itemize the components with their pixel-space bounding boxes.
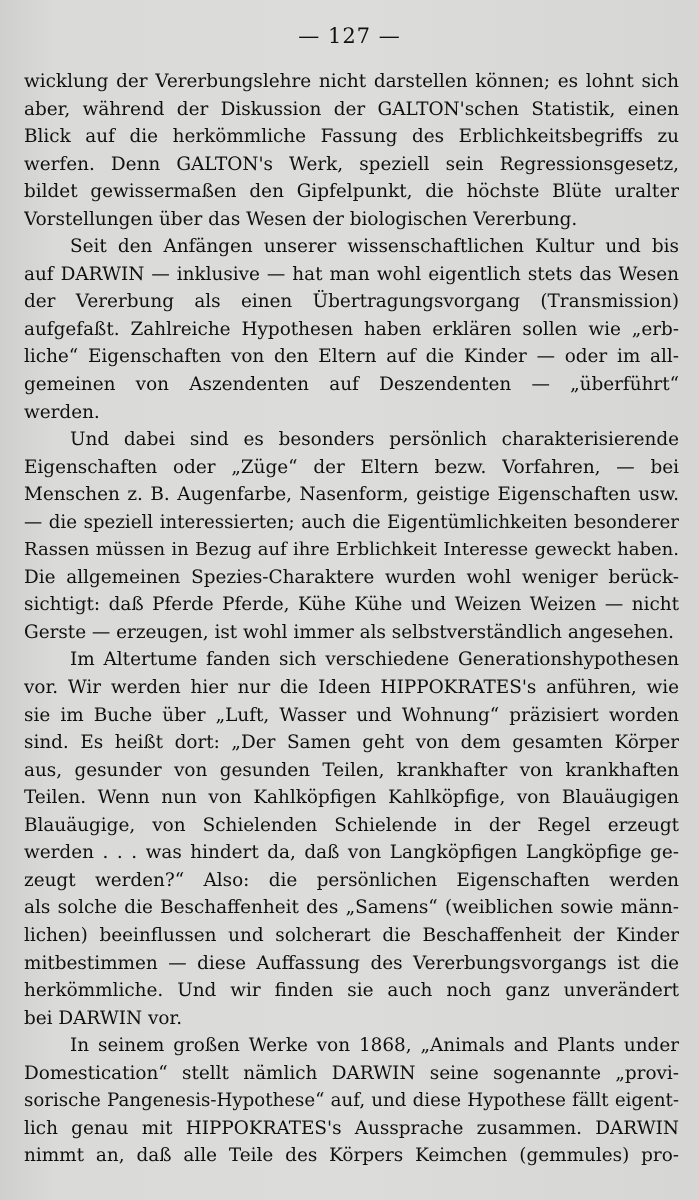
text-line: vor. Wir werden hier nur die Ideen HIPPOKRATES's anführen, wie: [24, 677, 679, 699]
text-line: Seit den Anfängen unserer wissenschaftlichen Kultur und bis: [70, 236, 679, 258]
text-line: sie im Buche über „Luft, Wasser und Wohnung“ präzisiert worden: [24, 704, 679, 726]
text-line: Und dabei sind es besonders persönlich charakterisierende: [70, 429, 679, 451]
text-line: sind. Es heißt dort: „Der Samen geht von dem gesamten Körper: [24, 732, 679, 754]
text-line: mitbestimmen — diese Auffassung des Vererbungsvorgangs ist die: [24, 952, 679, 974]
text-line: zeugt werden?“ Also: die persönlichen Eigenschaften werden: [24, 869, 679, 891]
text-line: werden . . . was hindert da, daß von Langköpfigen Langköpfige ge-: [24, 842, 679, 864]
text-line: Im Altertume fanden sich verschiedene Generationshypothesen: [70, 649, 679, 671]
text-line: Menschen z. B. Augenfarbe, Nasenform, geistige Eigenschaften usw.: [24, 484, 679, 506]
page-number: — 127 —: [298, 24, 401, 48]
text-line: Vorstellungen über das Wesen der biologischen Vererbung.: [24, 208, 578, 230]
text-line: Blick auf die herkömmliche Fassung des Erblichkeitsbegriffs zu: [24, 126, 679, 148]
text-line: aufgefaßt. Zahlreiche Hypothesen haben erklären sollen wie „erb-: [24, 318, 679, 340]
text-line: gemeinen von Aszendenten auf Deszendenten — „überführt“: [24, 374, 679, 396]
text-line: Die allgemeinen Spezies-Charaktere wurden wohl weniger berück-: [24, 566, 679, 588]
text-line: als solche die Beschaffenheit des „Samens“ (weiblichen sowie männ-: [24, 897, 679, 919]
text-line: sichtigt: daß Pferde Pferde, Kühe Kühe und Weizen Weizen — nicht: [24, 594, 679, 616]
text-line: Domestication“ stellt nämlich DARWIN seine sogenannte „provi-: [24, 1062, 679, 1084]
body-text: [24, 68, 679, 1170]
text-line: der Vererbung als einen Übertragungsvorgang (Transmission): [24, 291, 679, 313]
text-line: — die speziell interessierten; auch die Eigentümlichkeiten besonderer: [24, 511, 679, 533]
text-line: Eigenschaften oder „Züge“ der Eltern bezw. Vorfahren, — bei: [24, 456, 679, 478]
text-line: wicklung der Vererbungslehre nicht darstellen können; es lohnt sich: [24, 71, 679, 92]
text-line: sorische Pangenesis-Hypothese“ auf, und diese Hypothese fällt eigent-: [24, 1090, 679, 1112]
text-line: liche“ Eigenschaften von den Eltern auf die Kinder — oder im all-: [24, 346, 679, 368]
text-line: nimmt an, daß alle Teile des Körpers Keimchen (gemmules) pro-: [24, 1145, 679, 1167]
text-line: auf DARWIN — inklusive — hat man wohl eigentlich stets das Wesen: [24, 263, 679, 285]
text-line: aber, während der Diskussion der GALTON'schen Statistik, einen: [24, 98, 679, 120]
text-line: Gerste — erzeugen, ist wohl immer als selbstverständlich angesehen.: [24, 621, 675, 643]
text-line: Rassen müssen in Bezug auf ihre Erblichkeit Interesse geweckt haben.: [24, 539, 679, 561]
text-line: Blauäugige, von Schielenden Schielende in der Regel erzeugt: [24, 814, 679, 836]
text-line: lich genau mit HIPPOKRATES's Aussprache zusammen. DARWIN: [24, 1117, 679, 1139]
text-line: bildet gewissermaßen den Gipfelpunkt, die höchste Blüte uralter: [24, 181, 679, 203]
text-line: herkömmliche. Und wir finden sie auch noch ganz unverändert: [24, 980, 679, 1002]
text-line: In seinem großen Werke von 1868, „Animals and Plants under: [70, 1035, 679, 1057]
text-line: werden.: [24, 401, 100, 423]
text-line: aus, gesunder von gesunden Teilen, krankhafter von krankhaften: [24, 759, 679, 781]
text-line: lichen) beeinflussen und solcherart die Beschaffenheit der Kinder: [24, 924, 679, 946]
text-line: werfen. Denn GALTON's Werk, speziell sein Regressionsgesetz,: [24, 153, 679, 175]
text-line: bei DARWIN vor.: [24, 1007, 183, 1029]
text-line: Teilen. Wenn nun von Kahlköpfigen Kahlköpfige, von Blauäugigen: [24, 787, 679, 809]
